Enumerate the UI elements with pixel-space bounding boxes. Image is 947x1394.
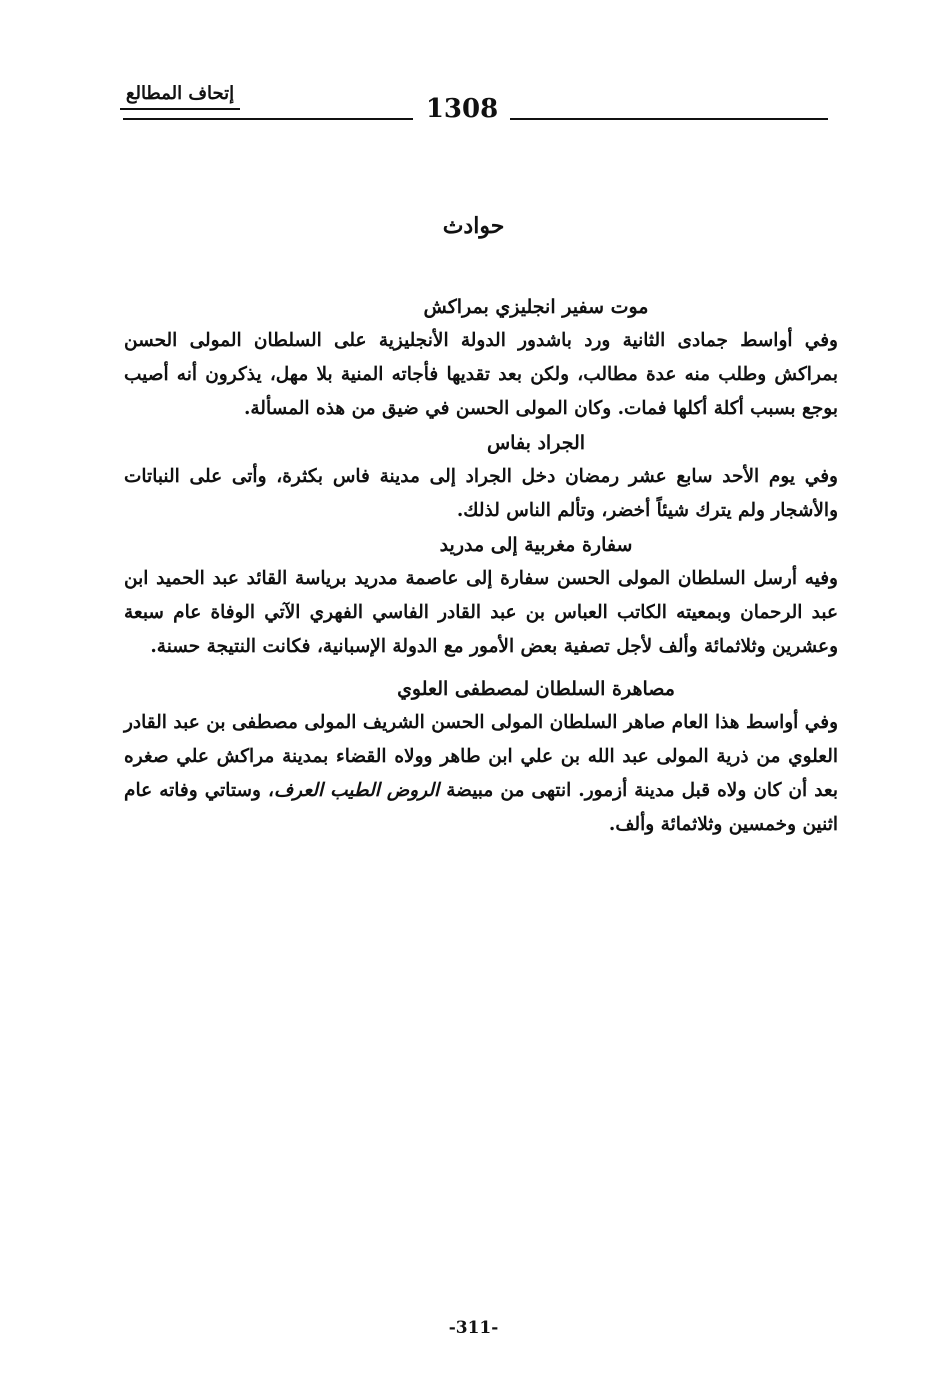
section-paragraph: وفي أواسط جمادى الثانية ورد باشدور الدولة الأنجليزية على السلطان المولى الحسن بمراكش وطلب منه عدة مطالب، ولكن بعد تقديها فأجاته المنية بلا مهل، يذكرون أنه أصيب بوجع بسبب أكلة أكلها فمات. وكان المولى الحسن في ضيق من هذه المسألة. [124, 330, 838, 419]
header-year: 1308 [425, 94, 499, 124]
cited-book-title: الروض الطيب العرف [274, 780, 440, 801]
section-title: موت سفير انجليزي بمراكش [423, 296, 649, 318]
paragraph-text: وفي أواسط هذا العام صاهر السلطان المولى الحسن الشريف المولى مصطفى بن عبد القادر العلوي من ذرية المولى عبد الله بن علي ابن طاهر وولاه القضاء بمدينة مراكش علي صغره بعد أن كان ولاه قبل مدينة أزمور. انتهى من مبيضة [124, 712, 839, 801]
page-number: -311- [448, 1318, 499, 1338]
section-title: الجراد بفاس [486, 432, 586, 454]
paragraph-text: ، وستاتي وفاته عام اثنين وخمسين وثلاثمائة وألف. [124, 780, 838, 835]
header-rule-left [123, 118, 413, 120]
book-title: إتحاف المطالع [120, 80, 240, 110]
section-title: مصاهرة السلطان لمصطفى العلوي [397, 678, 675, 700]
section-paragraph [124, 706, 838, 842]
chapter-heading: حوادث [442, 213, 505, 239]
main-content [124, 290, 838, 842]
running-header [120, 76, 830, 136]
section-paragraph: وفيه أرسل السلطان المولى الحسن سفارة إلى عاصمة مدريد برياسة القائد عبد الحميد ابن عبد الرحمان وبمعيته الكاتب العباس بن عبد القادر الفاسي الفهري الآتي الوفاة عام سبعة وعشرين وثلاثمائة وألف لأجل تصفية بعض الأمور مع الدولة الإسبانية، فكانت النتيجة حسنة. [124, 568, 838, 657]
section-paragraph: وفي يوم الأحد سابع عشر رمضان دخل الجراد إلى مدينة فاس بكثرة، وأتى على النباتات والأشجار ولم يترك شيئاً أخضر، وتألم الناس لذلك. [124, 466, 838, 521]
header-rule-right [510, 118, 828, 120]
section-title: سفارة مغربية إلى مدريد [439, 534, 633, 556]
